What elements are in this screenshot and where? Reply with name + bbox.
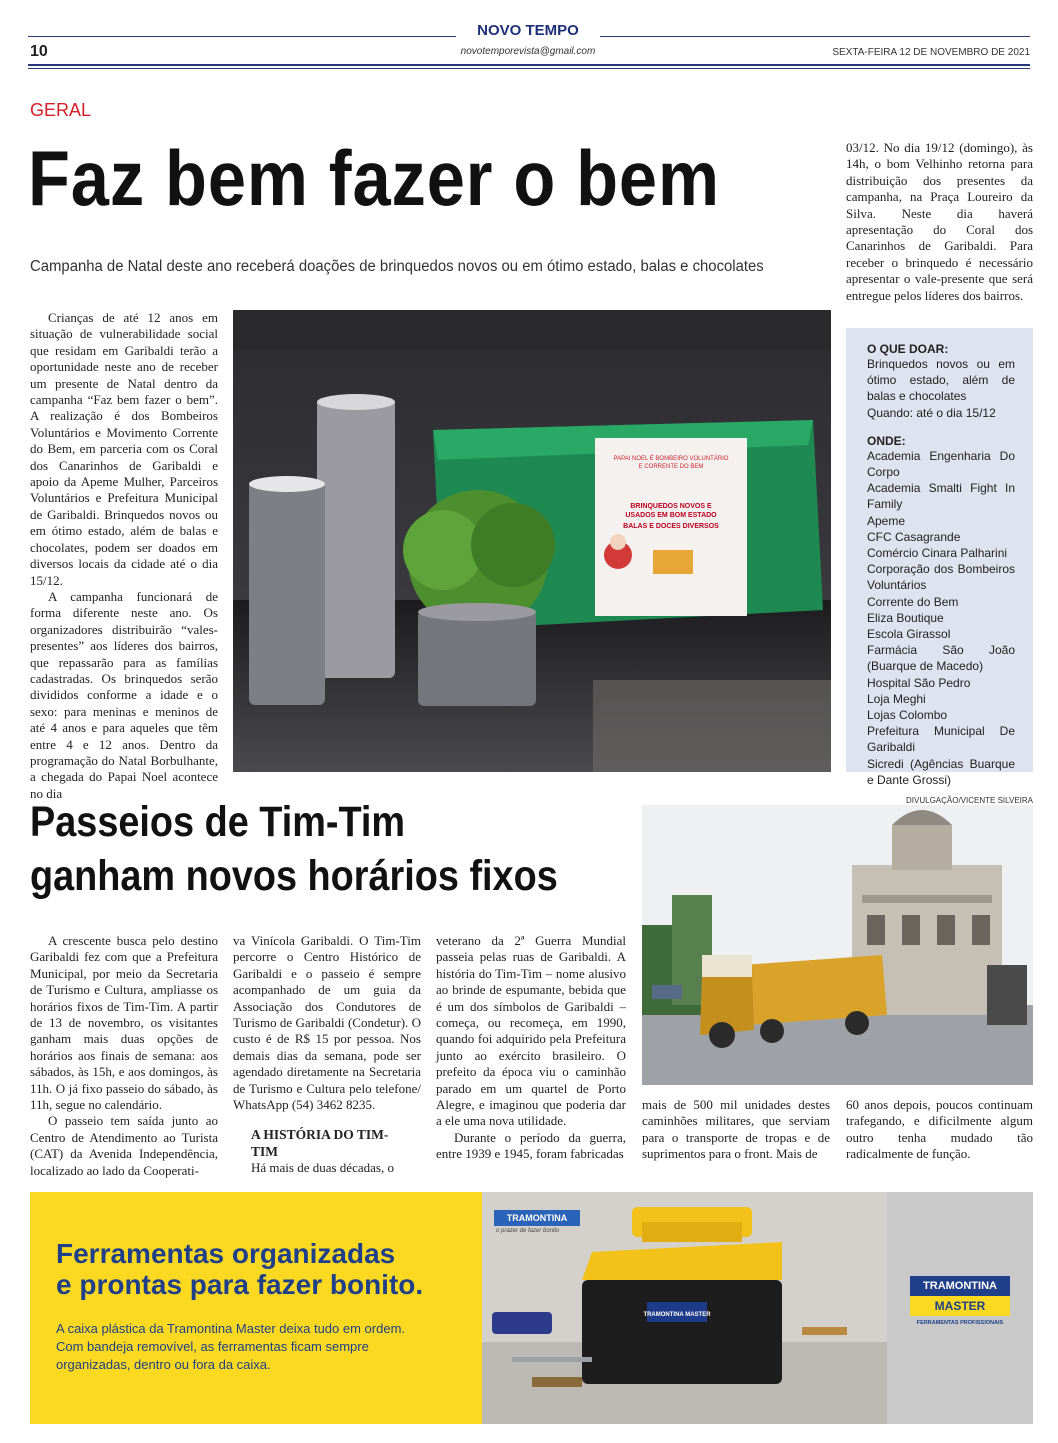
article2-subheading: A HISTÓRIA DO TIM-TIM [251, 1127, 389, 1159]
ad-logo-panel [887, 1192, 1033, 1424]
article2-paragraph: Durante o período da guerra, entre 1939 e 1945, foram fabricadas [436, 1129, 626, 1162]
toolbox-image [482, 1192, 887, 1424]
sidebar-place-item: Academia Engenharia Do Corpo [867, 448, 1015, 480]
sidebar-what-text: Brinquedos novos ou em ótimo estado, além de balas e chocolates [867, 357, 1015, 404]
header-rule-left [28, 36, 456, 37]
article2-paragraph: O passeio tem saída junto ao Centro de Atendimento ao Turista (CAT) da Avenida Independência, localizado ao lado da Cooperati- [30, 1113, 218, 1178]
article1-paragraph: Crianças de até 12 anos em situação de vulnerabilidade social que residam em Garibaldi terão a oportunidade neste ano de receber um presente de Natal dentro da campanha “Faz bem fazer o bem”. A realização é dos Bombeiros Voluntários e Movimento Corrente do Bem, em parceria com os Coral dos Canarinhos de Garibaldi e apoio da Apeme Mulher, Parceiros Voluntários e Prefeitura Municipal de Garibaldi. Brinquedos novos ou em ótimo estado, além de balas e chocolates, podem ser doados em diversos locais da cidade até o dia 15/12. [30, 310, 218, 588]
tramontina-ad[interactable] [30, 1192, 1033, 1424]
sidebar-place-item: Loja Meghi [867, 691, 926, 706]
poster-line: PAPAI NOEL É BOMBEIRO VOLUNTÁRIO [613, 456, 729, 462]
article1-subhead: Campanha de Natal deste ano receberá doações de brinquedos novos ou em ótimo estado, balas e chocolates [30, 258, 764, 275]
tim-tim-truck-image [642, 805, 1033, 1085]
sidebar-place-item: Corporação dos Bombeiros Voluntários [867, 562, 1015, 593]
poster-line: E CORRENTE DO BEM [638, 464, 704, 470]
article1-paragraph: A campanha funcionará de forma diferente neste ano. Os organizadores distribuirão “vales-presentes” aos líderes dos bairros, que repassarão para as famílias cadastradas. Os brinquedos serão divididos conforme a idade e o sexo: para meninas e meninos de até 4 anos e para aqueles que têm entre 4 e 12 anos. Dentro da programação do Natal Borbulhante, a chegada do Papai Noel acontece no dia [30, 588, 218, 801]
sidebar-place-item: Hospital São Pedro [867, 675, 971, 690]
ad-yellow-panel [30, 1192, 482, 1424]
donation-display-image [233, 310, 831, 772]
tramontina-logo-bottom: MASTER [910, 1296, 1010, 1316]
article1-col3 [846, 140, 1033, 304]
poster-line: BALAS E DOCES DIVERSOS [623, 523, 719, 530]
article2-photo [642, 805, 1033, 1085]
header-bottom-rule [28, 64, 1030, 66]
page-number: 10 [30, 43, 48, 60]
tramontina-logo-sub: FERRAMENTAS PROFISSIONAIS [916, 1320, 1004, 1326]
sidebar-heading-where: ONDE: [867, 433, 906, 448]
article2-paragraph: va Vinícola Garibaldi. O Tim-Tim percorre o Centro Histórico de Garibaldi e o passeio é sempre acompanhado de um guia da Associação dos Condutores de Turismo de Garibaldi (Condetur). O custo é de R$ 15 por pessoa. Nos demais dias da semana, pode ser agendado diretamente na Secretaria de Turismo e Cultura pelo telefone/ WhatsApp (54) 3462 8235. [233, 933, 421, 1113]
article1-headline: Faz bem fazer o bem [28, 134, 720, 222]
sidebar-place-item: Escola Girassol [867, 627, 951, 642]
article2-col4 [642, 1097, 830, 1163]
article2-col1 [30, 933, 218, 1179]
article2-col2 [233, 933, 421, 1177]
poster-line: USADOS EM BOM ESTADO [625, 512, 717, 519]
article2-col3 [436, 933, 626, 1163]
ad-headline-line: e prontas para fazer bonito. [56, 1269, 424, 1300]
article2-paragraph: mais de 500 mil unidades destes caminhões militares, que serviam para o transporte de tropas e de suprimentos para o front. Mais de [642, 1097, 830, 1162]
article2-paragraph: 60 anos depois, poucos continuam trafegando, e dificilmente algum outro tenha mudado tão radicalmente de função. [846, 1097, 1033, 1162]
ad-product-photo [482, 1192, 887, 1424]
sidebar-places-list [867, 448, 1015, 788]
toolbox-label: TRAMONTINA MASTER [643, 1312, 711, 1318]
ad-brand-tag: TRAMONTINA [494, 1210, 580, 1226]
poster-line: BRINQUEDOS NOVOS E [630, 503, 712, 510]
ad-brand-tagline: o prazer de fazer bonito [496, 1228, 560, 1234]
sidebar-place-item: CFC Casagrande [867, 529, 961, 544]
article1-col1 [30, 310, 218, 802]
article2-paragraph: veterano da 2ª Guerra Mundial passeia pelas ruas de Garibaldi. A história do Tim-Tim – nome alusivo ao brinde de espumante, bebida que é um dos símbolos de Garibaldi – começa, ou recomeça, em 1990, quando foi adquirido pela Prefeitura junto ao exército brasileiro. O prefeito da época viu o caminhão parado em um quartel de Porto Alegre, e imaginou que poderia dar a ele uma nova utilidade. [436, 933, 626, 1129]
sidebar-heading-what: O QUE DOAR: [867, 342, 949, 356]
sidebar-place-item: Comércio Cinara Palharini [867, 546, 1008, 561]
sidebar-place-item: Prefeitura Municipal De Garibaldi [867, 724, 1015, 755]
article1-paragraph: 03/12. No dia 19/12 (domingo), às 14h, o bom Velhinho retorna para distribuição dos presentes da campanha, na Praça Loureiro da Silva. Neste dia haverá apresentação do Coral dos Canarinhos de Garibaldi. Para receber o brinquedo é necessário apresentar o vale-presente que será entregue pelos líderes dos bairros. [846, 140, 1033, 303]
photo-credit: DIVULGAÇÃO/VICENTE SILVEIRA [906, 796, 1033, 805]
header-email[interactable]: novotemporevista@gmail.com [460, 46, 596, 57]
ad-headline-line: Ferramentas organizadas [56, 1238, 396, 1269]
article2-paragraph: Há mais de duas décadas, o [251, 1160, 394, 1176]
header-date: SEXTA-FEIRA 12 DE NOVEMBRO DE 2021 [832, 47, 1030, 58]
sidebar-place-item: Farmácia São João (Buarque de Macedo) [867, 643, 1015, 674]
article2-paragraph: A crescente busca pelo destino Garibaldi fez com que a Prefeitura Municipal, por meio da Secretaria de Turismo e Cultura, ampliasse os horários fixos de Tim-Tim. A partir de 13 de novembro, os visitantes ganham mais duas opções de horários aos finais de semana: aos sábados, às 15h, e aos domingos, às 11h. O já fixo passeio do sábado, às 11h, segue no calendário. [30, 933, 218, 1113]
tramontina-logo-top: TRAMONTINA [910, 1276, 1010, 1296]
sidebar-place-item: Lojas Colombo [867, 708, 948, 723]
article1-photo [233, 310, 831, 772]
section-label: GERAL [30, 100, 92, 120]
ad-headline [56, 1238, 423, 1300]
article2-headline: Passeios de Tim-Tim ganham novos horários fixos [30, 798, 558, 900]
sidebar-place-item: Sicredi (Agências Buarque e Dante Grossi) [867, 756, 1015, 787]
sidebar-deadline: Quando: até o dia 15/12 [867, 405, 996, 420]
header-bottom-rule-thin [28, 68, 1030, 69]
donation-sidebar [846, 328, 1033, 787]
ad-body: A caixa plástica da Tramontina Master deixa tudo em ordem. Com bandeja removível, as ferramentas ficam sempre organizadas, dentro ou fora da caixa. [56, 1321, 406, 1372]
sidebar-place-item: Academia Smalti Fight In Family [867, 481, 1015, 512]
sidebar-place-item: Eliza Boutique [867, 610, 944, 625]
article2-col5 [846, 1097, 1033, 1163]
header-rule-right [600, 36, 1030, 37]
masthead: NOVO TEMPO [477, 22, 579, 39]
sidebar-place-item: Corrente do Bem [867, 594, 959, 609]
sidebar-place-item: Apeme [867, 513, 906, 528]
